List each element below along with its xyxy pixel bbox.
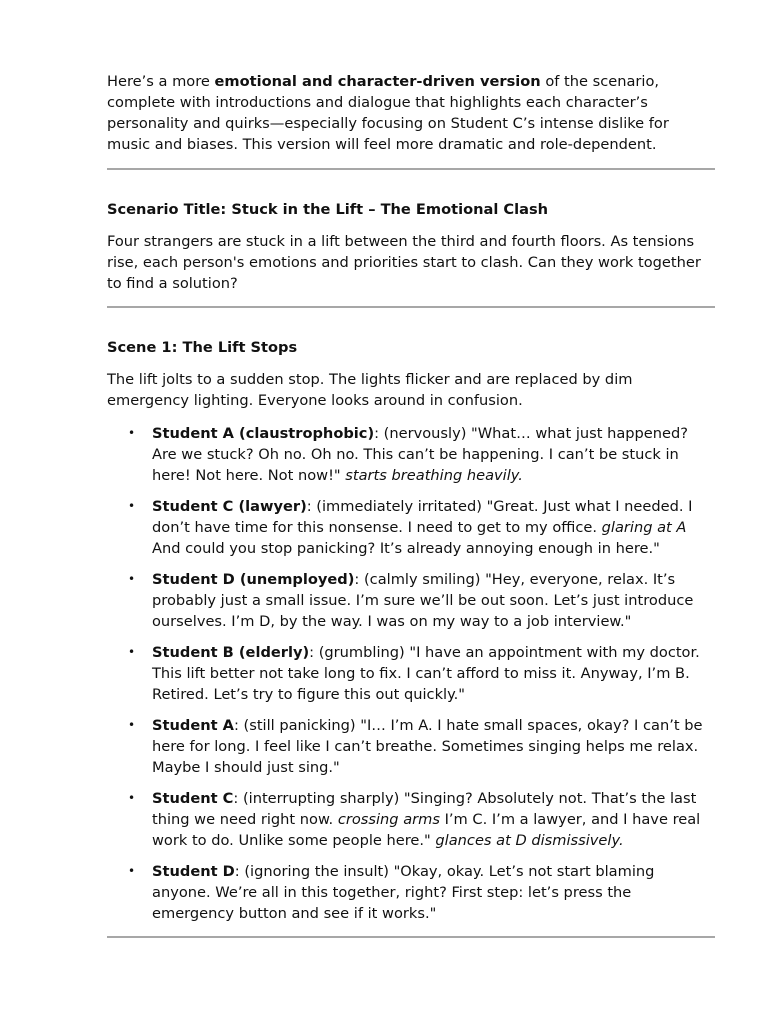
dialogue-list <box>107 423 715 924</box>
divider <box>107 936 715 938</box>
bullet-icon: • <box>128 791 136 805</box>
scenario-paragraph: Four strangers are stuck in a lift between the third and fourth floors. As tensions rise, each person's emotions and priorities start to clash. Can they work together to find a solution? <box>107 233 701 292</box>
dialogue-text: And could you stop panicking? It’s already annoying enough in here." <box>152 540 660 557</box>
scenario-heading: Scenario Title: Stuck in the Lift – The Emotional Clash <box>107 201 549 218</box>
bullet-icon: • <box>128 718 136 732</box>
list-item <box>107 715 715 778</box>
speaker-label: Student A <box>152 717 234 734</box>
bullet-icon: • <box>128 645 136 659</box>
scene-paragraph: The lift jolts to a sudden stop. The lights flicker and are replaced by dim emergency lighting. Everyone looks around in confusion. <box>107 371 633 409</box>
scene-heading: Scene 1: The Lift Stops <box>107 339 298 356</box>
bullet-icon: • <box>128 426 136 440</box>
stage-direction: starts breathing heavily. <box>345 467 523 484</box>
speaker-label: Student D (unemployed) <box>152 571 355 588</box>
speaker-label: Student C <box>152 790 234 807</box>
stage-direction: glaring at A <box>601 519 687 536</box>
intro-emphasis: emotional and character-driven version <box>214 73 541 90</box>
dialogue-text: I’m C. I’m a lawyer, and I have real work to do. Unlike some people here." <box>152 811 701 849</box>
intro-text-rest: of the scenario, complete with introductions and dialogue that highlights each character’s personality and quirks—especially focusing on Student C’s intense dislike for music and biases. This version will feel more dramatic and role-dependent. <box>107 73 669 153</box>
speaker-label: Student C (lawyer) <box>152 498 307 515</box>
list-item <box>107 496 715 559</box>
dialogue-text: : (immediately irritated) "Great. Just what I needed. I don’t have time for this nonsense. I need to get to my office. <box>152 498 693 536</box>
document-body <box>107 71 715 938</box>
stage-direction: crossing arms <box>337 811 440 828</box>
list-item <box>107 642 715 705</box>
dialogue-text: : (interrupting sharply) "Singing? Absolutely not. That’s the last thing we need right now. <box>152 790 697 828</box>
dialogue-text: : (still panicking) "I… I’m A. I hate small spaces, okay? I can’t be here for long. I feel like I can’t breathe. Sometimes singing helps me relax. Maybe I should just sing." <box>152 717 703 776</box>
bullet-icon: • <box>128 864 136 878</box>
intro-text: Here’s a more <box>107 73 215 90</box>
list-item <box>107 569 715 632</box>
intro-paragraph <box>107 71 715 155</box>
bullet-icon: • <box>128 499 136 513</box>
list-item <box>107 788 715 851</box>
dialogue-text: : (calmly smiling) "Hey, everyone, relax. It’s probably just a small issue. I’m sure we’ll be out soon. Let’s just introduce ourselves. I’m D, by the way. I was on my way to a job interview." <box>152 571 694 630</box>
dialogue-text: : (ignoring the insult) "Okay, okay. Let’s not start blaming anyone. We’re all in this together, right? First step: let’s press the emergency button and see if it works." <box>152 863 655 922</box>
dialogue-text: : (grumbling) "I have an appointment with my doctor. This lift better not take long to fix. I can’t afford to miss it. Anyway, I’m B. Retired. Let’s try to figure this out quickly." <box>152 644 700 703</box>
bullet-icon: • <box>128 572 136 586</box>
list-item <box>107 423 715 486</box>
speaker-label: Student A (claustrophobic) <box>152 425 375 442</box>
speaker-label: Student B (elderly) <box>152 644 310 661</box>
list-item <box>107 861 715 924</box>
dialogue-text: : (nervously) "What… what just happened? Are we stuck? Oh no. Oh no. This can’t be happening. I can’t be stuck in here! Not here. Not now!" <box>152 425 689 484</box>
speaker-label: Student D <box>152 863 235 880</box>
stage-direction: glances at D dismissively. <box>435 832 624 849</box>
divider <box>107 168 715 170</box>
divider <box>107 306 715 308</box>
